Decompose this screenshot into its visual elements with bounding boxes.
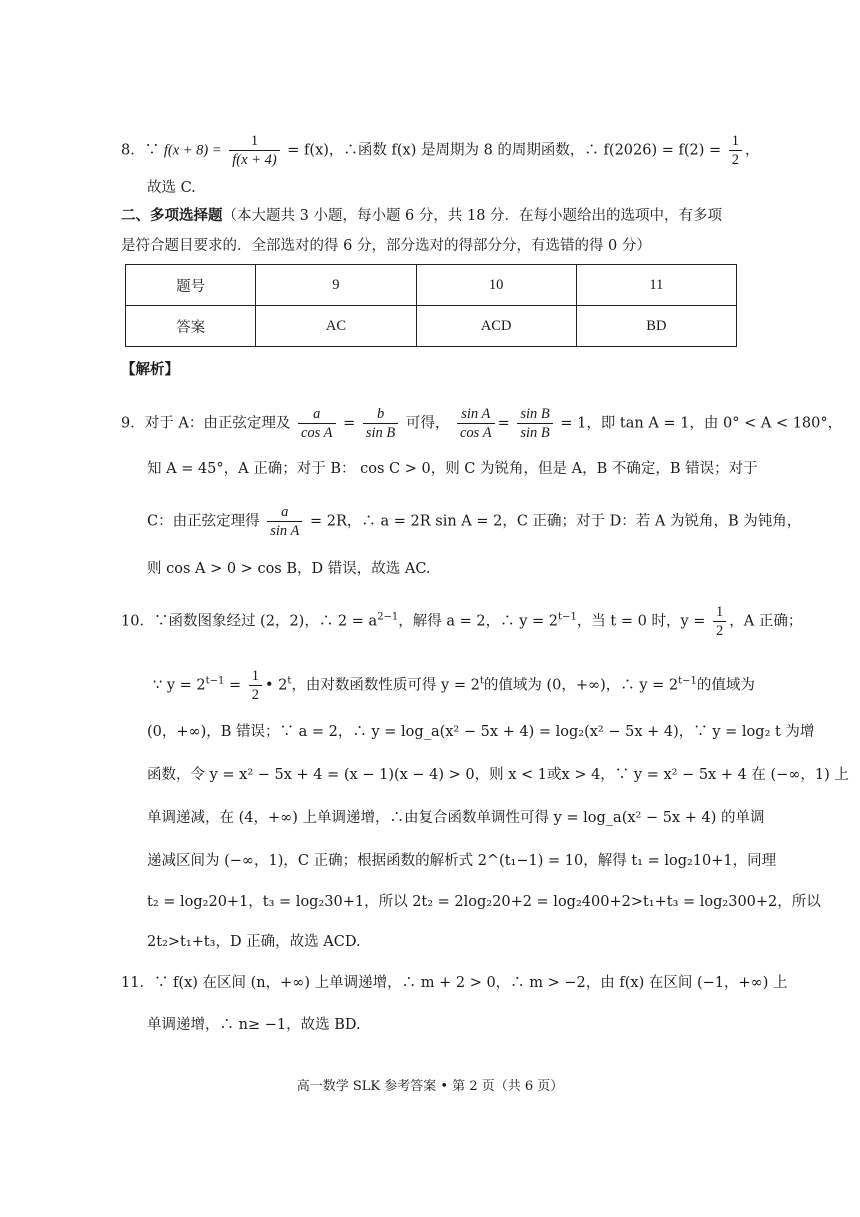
q9-line2: 知 A = 45°，A 正确；对于 B： cos C > 0，则 C 为锐角，但是 A，B 不确定，B 错误；对于 (147, 461, 758, 477)
q8-line1: 8．∵ f(x + 8) = $\frac{1}{f(x + 4)}$ = f(x)，∴函数 f(x) 是周期为 8 的周期函数，∴ f(2026) = f(2) = $\frac{1}{2}$ ， (121, 133, 760, 168)
table-cell: 9 (256, 265, 416, 306)
q10-line7: t₂ = log₂20+1，t₃ = log₂30+1，所以 2t₂ = 2log₂20+2 = log₂400+2>t₁+t₃ = log₂300+2，所以 (147, 894, 821, 910)
q10-line6: 递减区间为 (−∞，1)，C 正确；根据函数的解析式 2^(t₁−1) = 10，解得 t₁ = log₂10+1，同理 (147, 853, 777, 869)
q9-line3: C：由正弦定理得 $\frac{a}{\text{sin A}}$ = 2R，∴ a = 2R sin A = 2，C 正确；对于 D：若 A 为锐角，B 为钝角， (147, 504, 802, 539)
q9-line4: 则 cos A > 0 > cos B，D 错误，故选 AC. (147, 561, 431, 577)
q8-half: $\frac{1}{2}$ (729, 132, 742, 169)
q11-line1: 11．∵ f(x) 在区间 (n，+∞) 上单调递增，∴ m + 2 > 0，∴ m > −2，由 f(x) 在区间 (−1，+∞) 上 (121, 975, 788, 991)
table-cell: 10 (416, 265, 576, 306)
section2-desc2: 是符合题目要求的．全部选对的得 6 分，部分选对的得部分分，有选错的得 0 分） (121, 238, 651, 254)
q9-number: 9． (121, 415, 145, 432)
table-cell: 11 (576, 265, 736, 306)
section2-heading: 二、多项选择题（本大题共 3 小题，每小题 6 分，共 18 分．在每小题给出的选项中，有多项 (121, 207, 723, 224)
table-answer-row (126, 306, 737, 347)
q10-line5: 单调递减，在 (4，+∞) 上单调递增，∴由复合函数单调性可得 y = log_a(x² − 5x + 4) 的单调 (147, 810, 765, 826)
q8-answer: 故选 C. (147, 180, 196, 196)
q9-line1: 9．对于 A：由正弦定理及 $\frac{a}{\text{cos A}}$ = $\frac{b}{\text{sin B}}$ 可得， $\frac{\text{sin A}}{\text{cos A}}$ = $\frac{\text{sin B}}{\text{sin B}}$ = 1，即 tan A = 1，由 0° < A < 180°， (121, 406, 843, 441)
table-cell: 答案 (126, 306, 256, 347)
q10-line2: ∵ $y = 2^{t-1}$ = $\frac{1}{2}$ • 2$^t$，由对数函数性质可得 $y = 2^t$的值域为 (0，+∞)，∴ $y = 2^{t-1}$的值域为 (153, 668, 755, 703)
q10-line4: 函数，令 y = x² − 5x + 4 = (x − 1)(x − 4) > 0，则 x < 1或x > 4，∵ y = x² − 5x + 4 在 (−∞，1) 上 (147, 767, 849, 783)
q8-fraction: $\frac{1}{f(x + 4)}$ (229, 132, 279, 169)
table-header-row (126, 265, 737, 306)
table-cell: ACD (416, 306, 576, 347)
answer-table (125, 264, 737, 347)
q10-number: 10． (121, 613, 154, 630)
jiexi-heading: 【解析】 (121, 361, 179, 378)
table-cell: AC (256, 306, 416, 347)
q11-line2: 单调递增，∴ n≥ −1，故选 BD. (147, 1017, 361, 1033)
q10-line8: 2t₂>t₁+t₃，D 正确，故选 ACD. (147, 934, 361, 950)
q8-number: 8． (121, 142, 145, 159)
table-cell: 题号 (126, 265, 256, 306)
page-footer: 高一数学 SLK 参考答案 • 第 2 页（共 6 页） (296, 1079, 564, 1094)
section2-title: 二、多项选择题 (121, 207, 223, 224)
table-cell: BD (576, 306, 736, 347)
q10-line1: 10．∵函数图象经过 (2，2)，∴ $2 = a^{2-1}$，解得 a = 2，∴ $y = 2^{t-1}$，当 t = 0 时，y = $\frac{1}{2}$ ，A 正确； (121, 604, 803, 639)
q11-number: 11． (121, 975, 154, 991)
q10-line3: (0，+∞)，B 错误；∵ a = 2，∴ y = log_a(x² − 5x + 4) = log₂(x² − 5x + 4)，∵ y = log₂ t 为增 (147, 724, 815, 740)
